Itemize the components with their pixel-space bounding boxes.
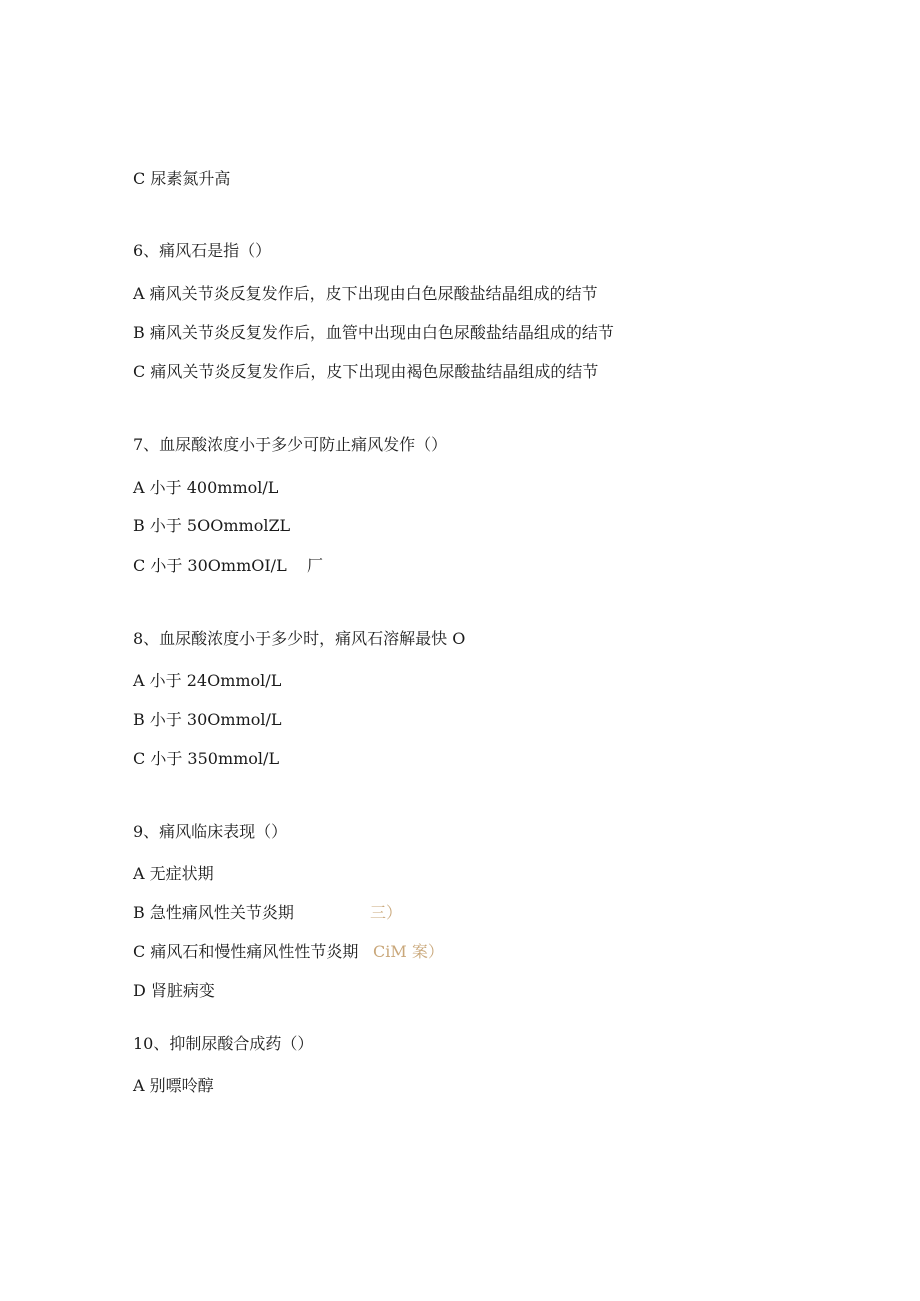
question-9: 9、痛风临床表现（） [133, 822, 288, 841]
option-c-q9: C 痛风石和慢性痛风性性节炎期 [133, 942, 359, 961]
option-a-q7: A 小于 400mmol∕L [133, 478, 279, 497]
option-a-q8: A 小于 24Ommol/L [133, 671, 282, 690]
option-c-q7: C 小于 30OmmOI/L [133, 556, 287, 575]
option-a-q10: A 别嘌呤醇 [133, 1076, 214, 1095]
question-6: 6、痛风石是指（） [133, 241, 272, 260]
option-b-q6: B 痛风关节炎反复发作后，血管中出现由白色尿酸盐结晶组成的结节 [133, 323, 614, 342]
stray-mark: 厂 [307, 556, 324, 575]
option-b-q9: B 急性痛风性关节炎期 [133, 903, 294, 922]
question-8: 8、血尿酸浓度小于多少时，痛风石溶解最快 O [133, 629, 466, 648]
option-d-q9: D 肾脏病变 [133, 981, 215, 1000]
option-c-q5: C 尿素氮升高 [133, 169, 231, 188]
option-a-q6: A 痛风关节炎反复发作后，皮下出现由白色尿酸盐结晶组成的结节 [133, 284, 598, 303]
option-b-q7: B 小于 5OOmmolZL [133, 516, 291, 535]
option-c-q8: C 小于 350mmol∕L [133, 749, 280, 768]
option-a-q9: A 无症状期 [133, 864, 214, 883]
question-10: 10、抑制尿酸合成药（） [133, 1034, 314, 1053]
watermark-fragment-1: 三） [370, 903, 403, 922]
option-c-q6: C 痛风关节炎反复发作后，皮下出现由褐色尿酸盐结晶组成的结节 [133, 362, 599, 381]
question-7: 7、血尿酸浓度小于多少可防止痛风发作（） [133, 435, 448, 454]
option-b-q8: B 小于 30Ommol/L [133, 710, 282, 729]
watermark-fragment-2: CiM 案） [373, 942, 444, 961]
